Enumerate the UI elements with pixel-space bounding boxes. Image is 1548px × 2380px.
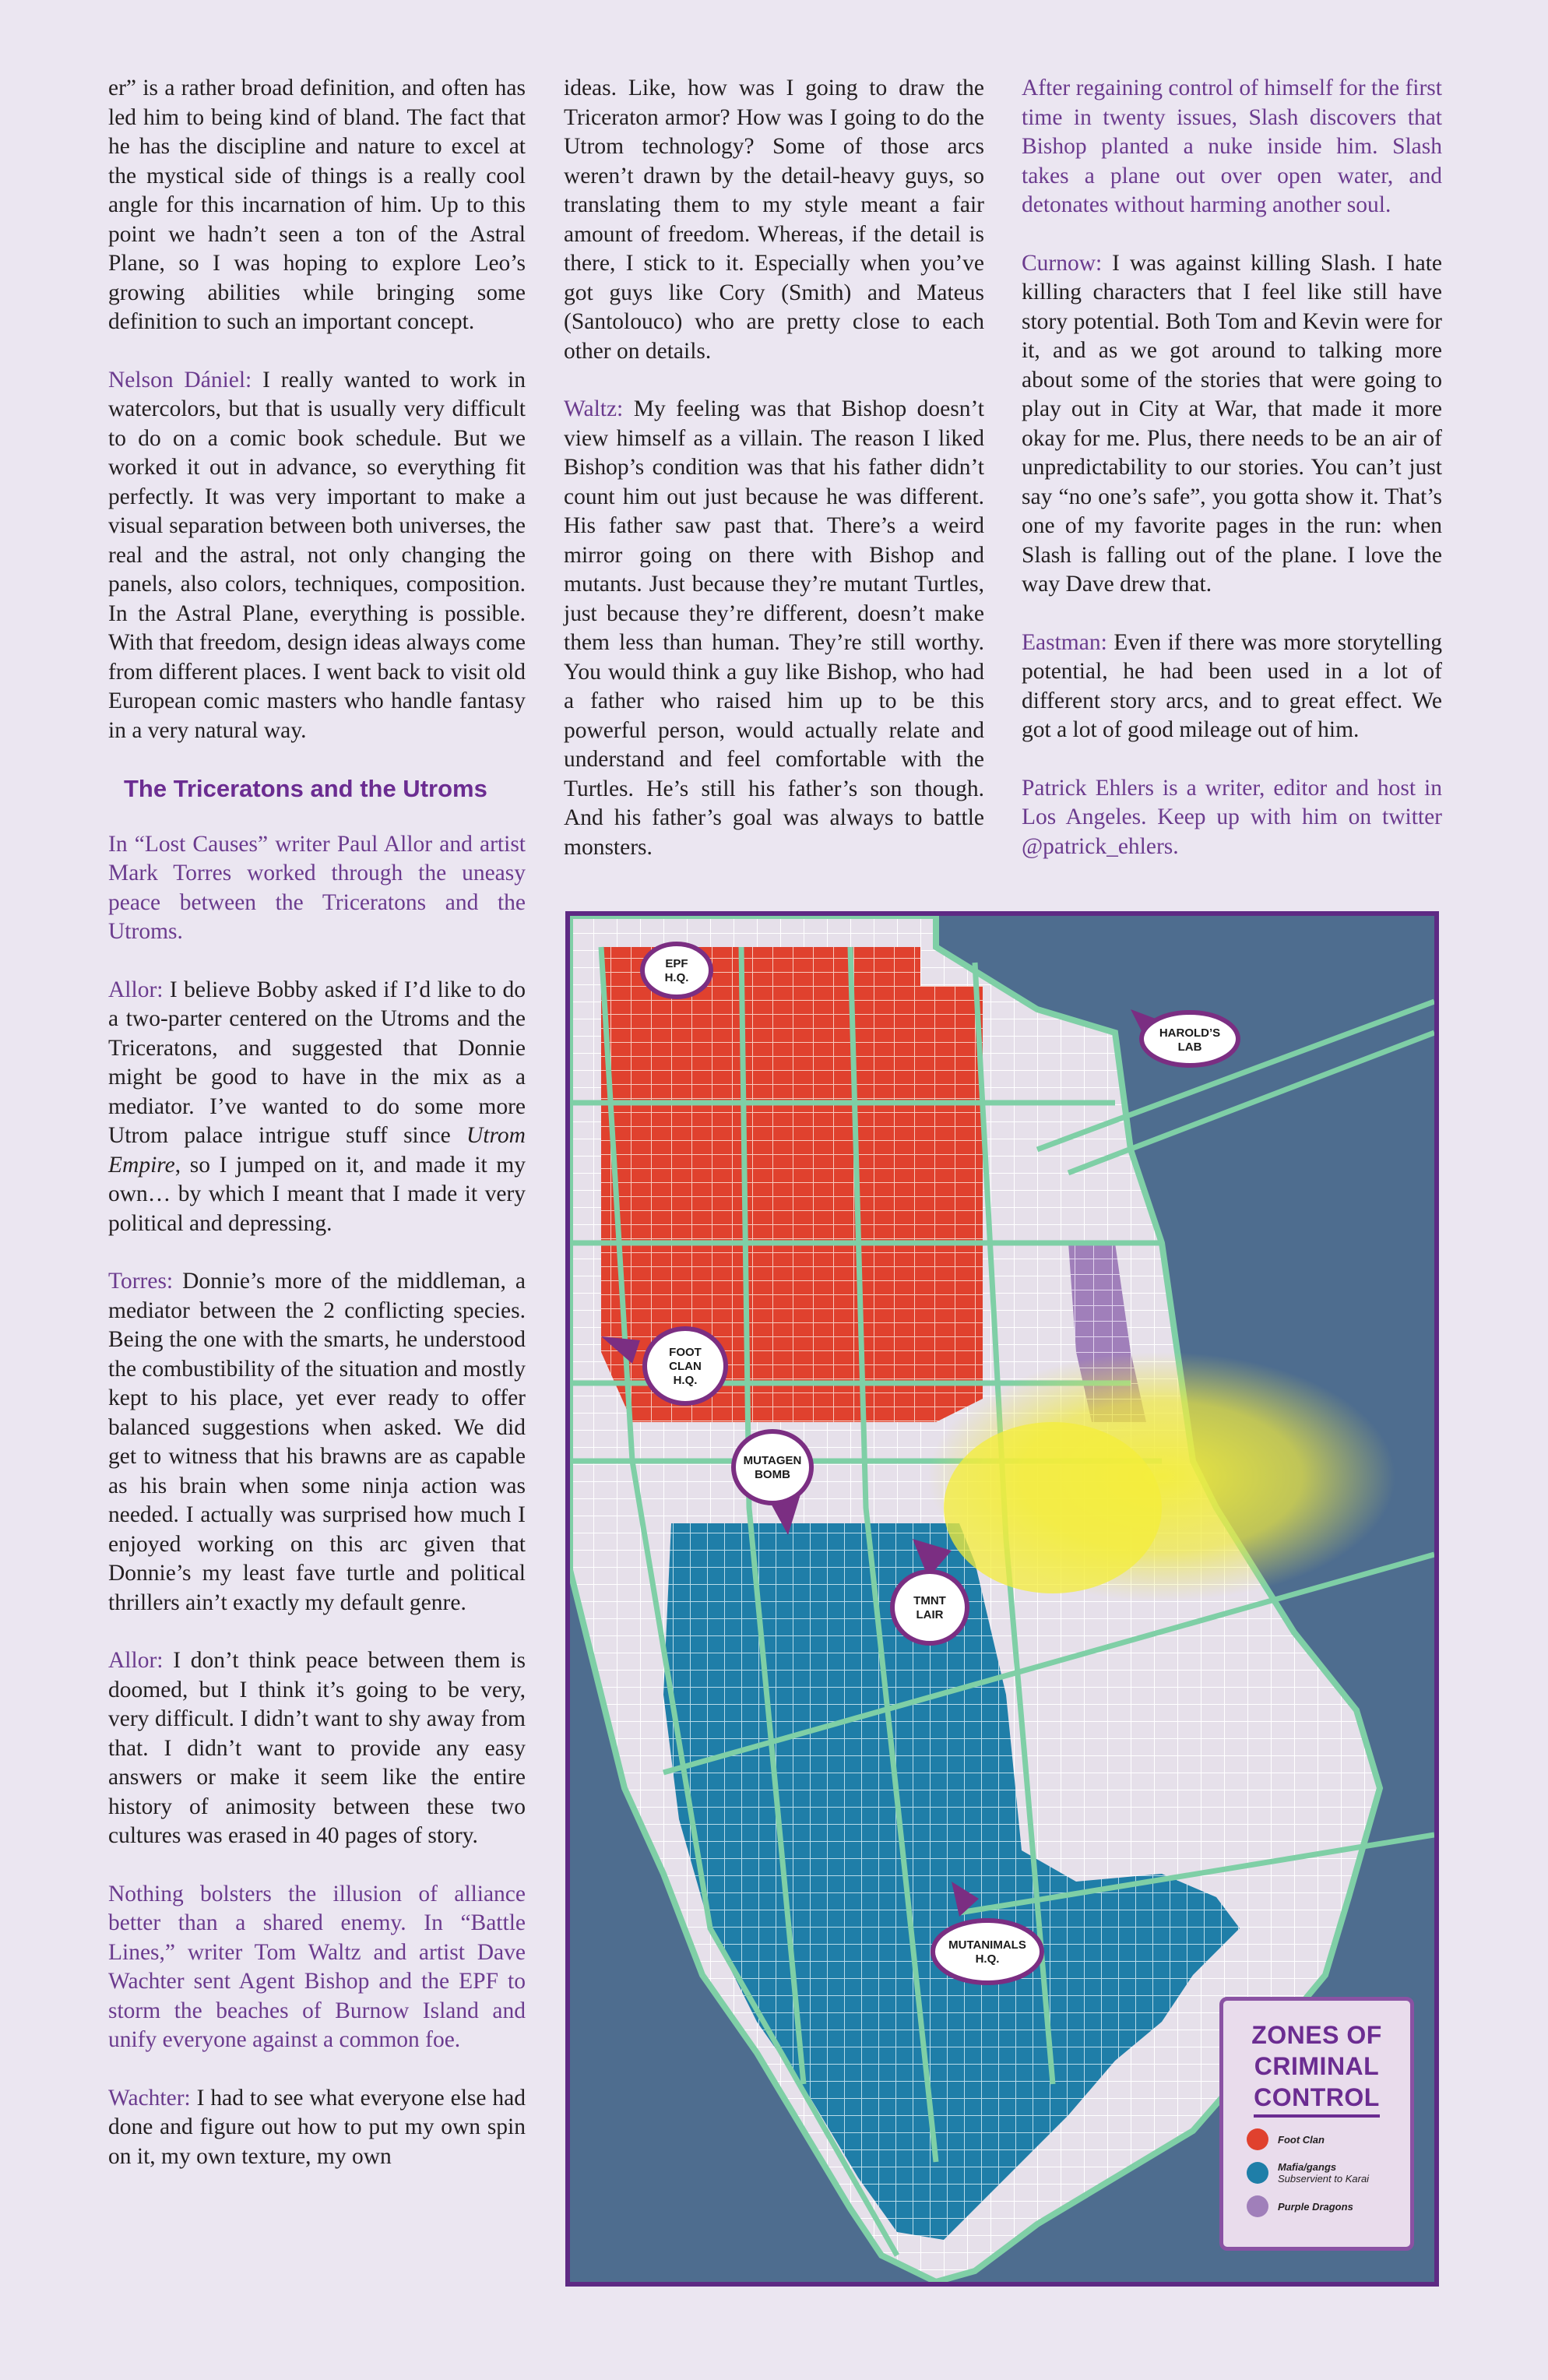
svg-text:H.Q.: H.Q. <box>673 1374 698 1387</box>
paragraph-text: , so I jumped on it, and made it my own… by which I meant that I made it very political and depressing. <box>108 1152 526 1236</box>
paragraph-text: I was against killing Slash. I hate killing characters that I feel like still have story potential. Both Tom and Kevin were for it, and as we got around to talking more about some of the stories that were going to play out in City at War, that made it more okay for me. Plus, there needs to be an air of unpredictability to our stories. You can’t just say “no one’s safe”, you gotta show it. That’s one of my favorite pages in the run: when Slash is falling out of the plane. I love the way Dave drew that. <box>1022 250 1442 597</box>
legend-title: ZONES OF CRIMINAL CONTROL <box>1223 2019 1410 2118</box>
paragraph <box>1022 628 1442 745</box>
svg-text:LAB: LAB <box>1177 1040 1202 1054</box>
paragraph-text: I believe Bobby asked if I’d like to do a two-parter centered on the Utroms and the Triceratons, and suggested that Donnie might be good to have in the mix as a mediator. I’ve wanted to do some more Utrom palace intrigue stuff since <box>108 977 526 1148</box>
svg-text:FOOT: FOOT <box>669 1346 702 1359</box>
legend-swatch <box>1247 2162 1268 2184</box>
svg-text:TMNT: TMNT <box>913 1594 946 1607</box>
legend-item-foot-clan <box>1247 2128 1410 2150</box>
paragraph <box>108 1267 526 1618</box>
legend-label: Purple Dragons <box>1278 2200 1353 2213</box>
speaker-name: Eastman: <box>1022 629 1107 655</box>
legend-item-mafia <box>1247 2161 1410 2185</box>
paragraph <box>108 2084 526 2172</box>
intro-paragraph: Nothing bolsters the illusion of alliance better than a shared enemy. In “Battle Lines,” writer Tom Waltz and artist Dave Wachter sent Agent Bishop and the EPF to storm the beaches of Burnow Island and unify everyone against a common foe. <box>108 1881 526 2052</box>
legend-swatch <box>1247 2128 1268 2150</box>
svg-text:H.Q.: H.Q. <box>975 1952 1000 1966</box>
legend-label: Foot Clan <box>1278 2133 1325 2146</box>
legend-item-purple-dragons <box>1247 2195 1410 2217</box>
speaker-name: Allor: <box>108 1648 164 1673</box>
intro-paragraph: In “Lost Causes” writer Paul Allor and artist Mark Torres worked through the uneasy peace between the Triceratons and the Utroms. <box>108 831 526 944</box>
text-column-2 <box>564 74 984 891</box>
paragraph-text: I don’t think peace between them is doomed, but I think it’s going to be very, very difficult. I didn’t want to shy away from that. I didn’t want to provide any easy answers or make it seem like the entire history of animosity between these two cultures was erased in 40 pages of story. <box>108 1648 526 1848</box>
speaker-name: Torres: <box>108 1269 174 1294</box>
paragraph-text: I really wanted to work in watercolors, but that is usually very difficult to do on a comic book schedule. But we worked it out in advance, so everything fit perfectly. It was very important to make a visual separation between both universes, the real and the astral, not only changing the panels, also colors, techniques, composition. In the Astral Plane, everything is possible. With that freedom, design ideas always come from different places. I went back to visit old European comic masters who handle fantasy in a very natural way. <box>108 367 526 743</box>
paragraph <box>108 1646 526 1851</box>
paragraph <box>108 976 526 1239</box>
mutagen-cloud-core <box>944 1422 1162 1593</box>
svg-text:H.Q.: H.Q. <box>664 971 689 984</box>
callout-epf-hq <box>642 944 711 997</box>
paragraph-text: Donnie’s more of the middleman, a mediator between the 2 conflicting species. Being the one with the smarts, he understood the combustibility of the situation and mostly kept to his place, yet ever ready to offer balanced suggestions when asked. We did get to witness that his brawns are as capable as his brain when some ninja action was needed. I actually was surprised how much I enjoyed working on this arc given that Donnie’s my least fave turtle and political thrillers ain’t exactly my default genre. <box>108 1269 526 1615</box>
author-bio: Patrick Ehlers is a writer, editor and host in Los Angeles. Keep up with him on twitter @patrick_ehlers. <box>1022 775 1442 859</box>
text-column-3 <box>1022 74 1442 890</box>
paragraph: er” is a rather broad definition, and often has led him to being kind of bland. The fact that he has the discipline and nature to excel at the mystical side of things is a really cool angle for this incarnation of him. Up to this point we hadn’t seen a ton of the Astral Plane, so I was hoping to explore Leo’s growing abilities while bringing some definition to such an important concept. <box>108 76 526 334</box>
book-title: Utrom Empire <box>108 1123 526 1178</box>
paragraph <box>108 366 526 746</box>
svg-text:MUTAGEN: MUTAGEN <box>743 1454 802 1467</box>
svg-text:LAIR: LAIR <box>916 1608 944 1621</box>
svg-text:MUTANIMALS: MUTANIMALS <box>948 1938 1026 1952</box>
paragraph-text: Even if there was more storytelling potential, he had been used in a lot of different story arcs, and to great effect. We got a lot of good mileage out of him. <box>1022 629 1442 742</box>
paragraph-text: My feeling was that Bishop doesn’t view himself as a villain. The reason I liked Bishop’s condition was that his father didn’t count him out just because he was different. His father saw past that. There’s a weird mirror going on there with Bishop and mutants. Just because they’re mutant Turtles, just because they’re different, doesn’t make them less than human. They’re still worthy. You would think a guy like Bishop, who had a father who raised him up to be this powerful person, would actually relate and understand and feel comfortable with the Turtles. He’s still his father’s son though. And his father’s goal was always to battle monsters. <box>564 396 984 860</box>
paragraph: ideas. Like, how was I going to draw the Triceraton armor? How was I going to do the Utrom technology? Some of those arcs weren’t drawn by the detail-heavy guys, so translating them to my style meant a fair amount of freedom. Whereas, if the detail is there, I stick to it. Especially when you’ve got guys like Cory (Smith) and Mateus (Santolouco) who are pretty close to each other on details. <box>564 76 984 364</box>
speaker-name: Waltz: <box>564 396 624 421</box>
svg-text:HAROLD’S: HAROLD’S <box>1159 1026 1221 1040</box>
legend-swatch <box>1247 2195 1268 2217</box>
svg-text:EPF: EPF <box>665 957 688 970</box>
zones-map <box>565 911 1439 2287</box>
legend-label: Mafia/gangs Subservient to Karai <box>1278 2161 1370 2185</box>
svg-text:BOMB: BOMB <box>755 1468 790 1481</box>
intro-paragraph: After regaining control of himself for the first time in twenty issues, Slash discovers that Bishop planted a nuke inside him. Slash takes a plane out over open water, and detonates without harming another soul. <box>1022 76 1442 217</box>
speaker-name: Allor: <box>108 977 164 1002</box>
speaker-name: Wachter: <box>108 2085 191 2111</box>
map-legend <box>1219 1997 1414 2251</box>
paragraph-text: I had to see what everyone else had done and figure out how to put my own spin on it, my own texture, my own <box>108 2085 526 2169</box>
text-column-1 <box>108 74 526 2200</box>
speaker-name: Nelson Dániel: <box>108 367 252 393</box>
svg-text:CLAN: CLAN <box>669 1360 702 1373</box>
section-heading: The Triceratons and the Utroms <box>124 775 487 802</box>
paragraph <box>564 395 984 862</box>
paragraph <box>1022 249 1442 600</box>
speaker-name: Curnow: <box>1022 250 1103 276</box>
